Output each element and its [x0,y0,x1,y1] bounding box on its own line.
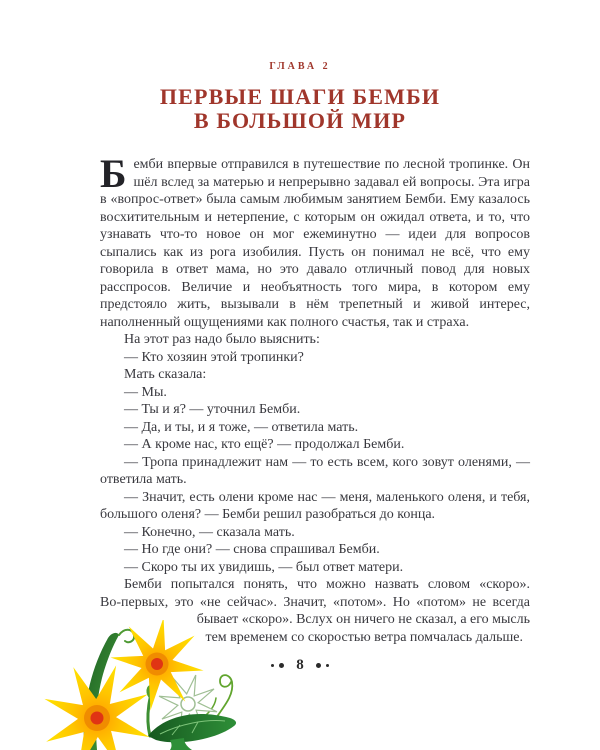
footer-dot-large-right [316,663,321,668]
page-header [0,61,600,133]
page-number: 8 [296,657,304,673]
paragraph: — Значит, есть олени кроме нас — меня, маленького оленя, и тебя, большого оленя? — Бемби решил разобраться до конца. [100,489,530,522]
chapter-title-line2: В БОЛЬШОЙ МИР [193,108,407,133]
paragraph: Мать сказала: [124,367,207,382]
paragraph: — Тропа принадлежит нам — то есть всем, кого зовут оленями, — ответила мать. [100,454,530,487]
paragraph: На этот раз надо было выяснить: [124,332,320,347]
paragraph: — Скоро ты их увидишь, — был ответ матери. [124,559,404,575]
chapter-title-line1: ПЕРВЫЕ ШАГИ БЕМБИ [159,84,441,109]
paragraph-line: тем временем со скоростью ветра помчалась дальше. [205,629,523,645]
chapter-title [0,85,600,133]
footer-dot-large-left [279,663,284,668]
flowers-illustration [20,620,280,750]
body-text [100,151,530,646]
paragraph: — А кроме нас, кто ещё? — продолжал Бемби. [124,437,405,452]
paragraph: — Кто хозяин этой тропинки? [124,349,304,365]
paragraph: — Мы. [124,384,167,400]
paragraph: — Но где они? — снова спрашивал Бемби. [124,542,380,557]
opening-paragraph: Бемби впервые отправился в путешествие по лесной тропинке. Он шёл вслед за матерью и непрерывно задавал ей вопросы. Эта игра в «вопрос-ответ» была самым любимым занятием Бемби. Ему казалось восхитительным и нетерпение, с которым он ожидал ответа, и то, что узнавать что-то новое он мог ежеминутно — идеи для вопросов сыпались как из рога изобилия. Пусть он понимал не всё, что ему говорила в ответ мама, но это давало отличный повод для новых расспросов. Величие и необъятность того мира, в котором ему предстояло жить, вызывали в нём трепетный и живой интерес, наполненный ощущениями как полного счастья, так и страха. [100,151,530,330]
footer-dot-small-right [326,664,329,667]
paragraph-line: Бемби попытался понять, что можно назвать словом «скоро». [124,577,530,592]
big-leaf [148,714,236,750]
paragraph: — Ты и я? — уточнил Бемби. [124,402,301,417]
drop-cap: Б [100,151,127,196]
paragraph: — Конечно, — сказала мать. [124,524,295,540]
paragraph-line: Во-первых, это «не сейчас». Значит, «потом». Но «потом» не всегда [100,594,530,610]
chapter-label: ГЛАВА 2 [269,61,331,72]
paragraph-line: бывает «скоро». Вслух он ничего не сказал, а его мысль [196,612,530,627]
paragraph: — Да, и ты, и я тоже, — ответила мать. [124,419,359,435]
